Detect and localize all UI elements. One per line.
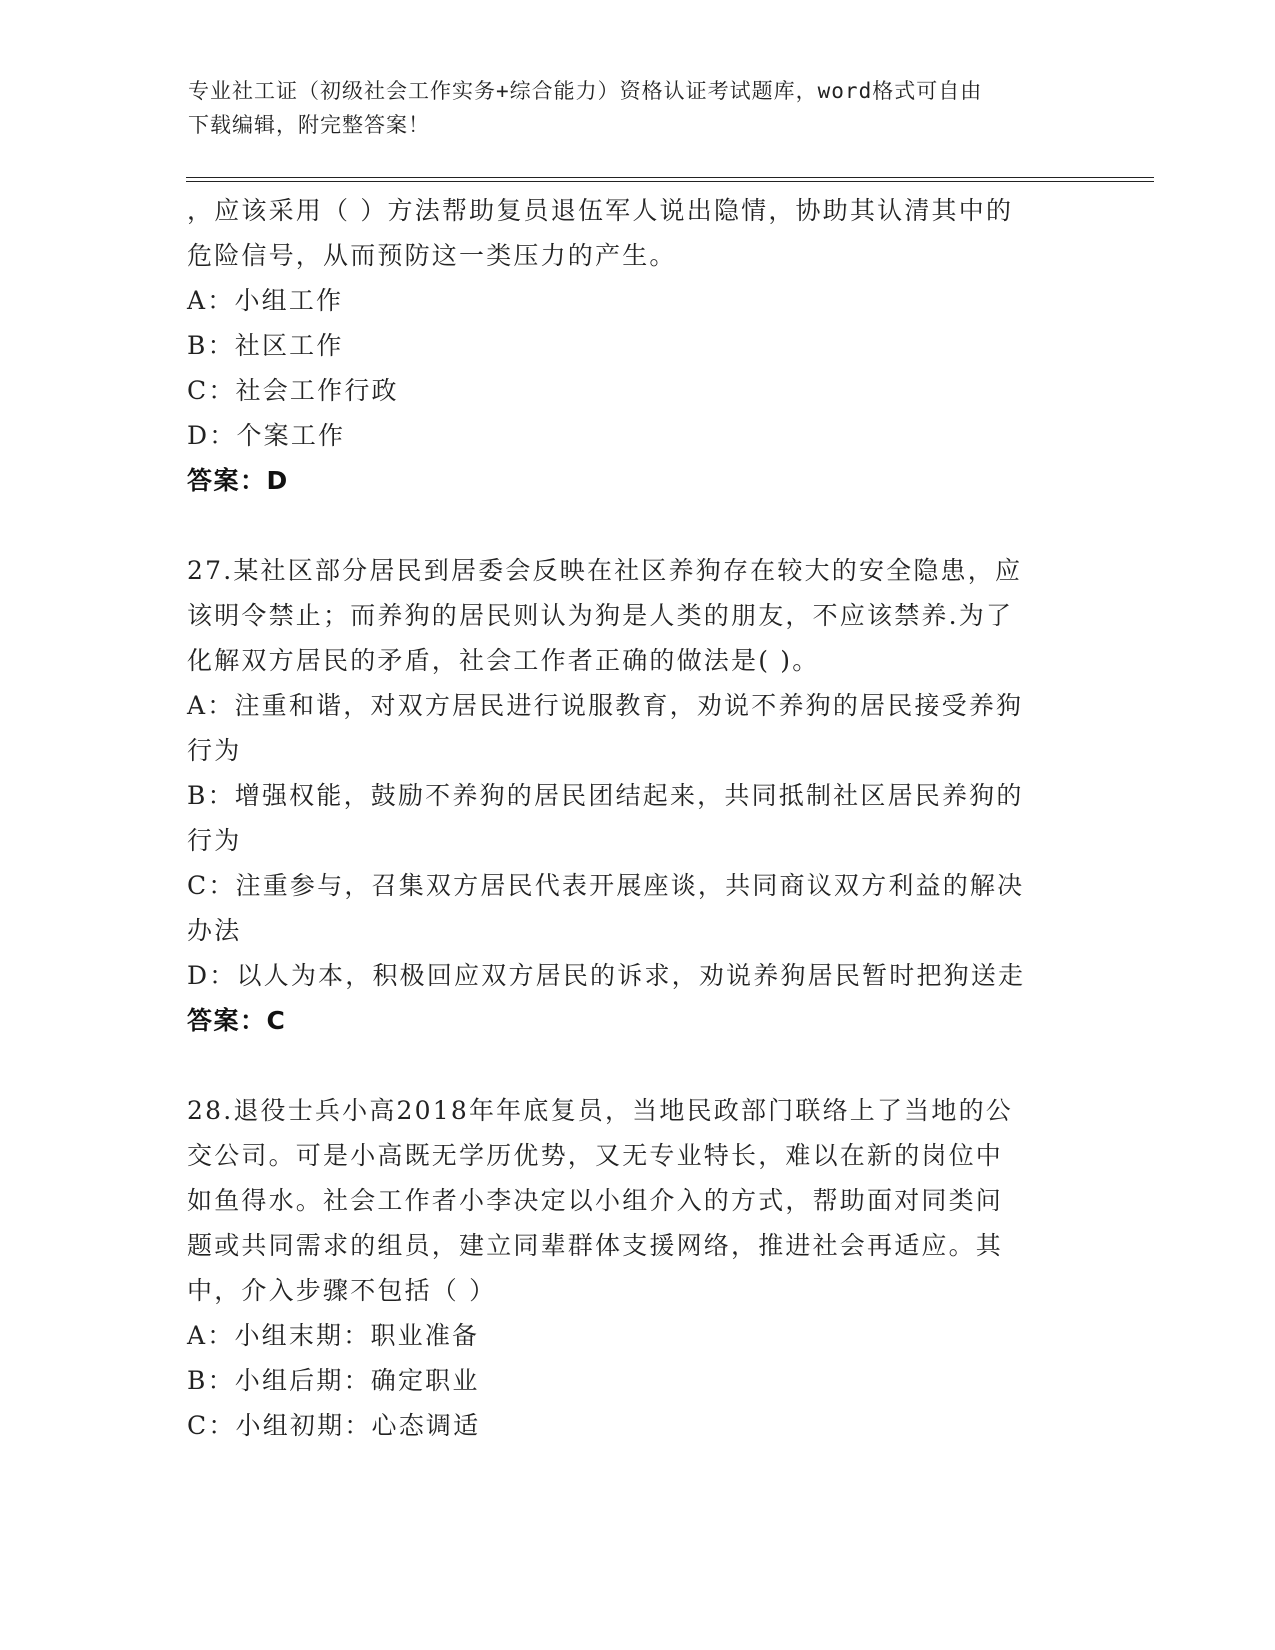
option-b: B：小组后期：确定职业 <box>187 1366 480 1395</box>
question-28 <box>187 1088 1087 1448</box>
option-a-continued: 行为 <box>187 736 242 765</box>
question-27 <box>187 548 1087 1043</box>
option-c-continued: 办法 <box>187 916 242 945</box>
option-d: D：以人为本，积极回应双方居民的诉求，劝说养狗居民暂时把狗送走 <box>187 961 1026 990</box>
option-a: A：注重和谐，对双方居民进行说服教育，劝说不养狗的居民接受养狗 <box>187 691 1024 720</box>
option-a: A：小组工作 <box>187 286 344 315</box>
question-stem-line: 题或共同需求的组员，建立同辈群体支援网络，推进社会再适应。其 <box>187 1231 1004 1260</box>
answer-label: 答案：D <box>187 466 289 495</box>
option-c: C：社会工作行政 <box>187 376 399 405</box>
question-26 <box>187 188 1087 503</box>
question-content <box>187 188 1087 1448</box>
question-stem-line: 化解双方居民的矛盾，社会工作者正确的做法是( )。 <box>187 646 820 675</box>
question-stem-line: 28.退役士兵小高2018年年底复员，当地民政部门联络上了当地的公 <box>187 1096 1013 1125</box>
answer-label: 答案：C <box>187 1006 287 1035</box>
question-stem-line: 交公司。可是小高既无学历优势，又无专业特长，难以在新的岗位中 <box>187 1141 1004 1170</box>
option-b: B：增强权能，鼓励不养狗的居民团结起来，共同抵制社区居民养狗的 <box>187 781 1024 810</box>
header-divider <box>186 177 1154 182</box>
option-c: C：注重参与，召集双方居民代表开展座谈，共同商议双方利益的解决 <box>187 871 1025 900</box>
header-line-1: 专业社工证（初级社会工作实务+综合能力）资格认证考试题库，word格式可自由 <box>188 79 983 103</box>
page-header <box>188 74 1088 142</box>
question-stem-line: 27.某社区部分居民到居委会反映在社区养狗存在较大的安全隐患，应 <box>187 556 1023 585</box>
option-d: D：个案工作 <box>187 421 346 450</box>
question-spacer <box>187 503 1087 548</box>
question-stem-line: 该明令禁止；而养狗的居民则认为狗是人类的朋友，不应该禁养.为了 <box>187 601 1014 630</box>
question-stem-line: 如鱼得水。社会工作者小李决定以小组介入的方式，帮助面对同类问 <box>187 1186 1004 1215</box>
option-c: C：小组初期：心态调适 <box>187 1411 481 1440</box>
question-stem-line: ，应该采用（ ）方法帮助复员退伍军人说出隐情，协助其认清其中的 <box>187 196 1014 225</box>
question-stem-line: 危险信号，从而预防这一类压力的产生。 <box>187 241 677 270</box>
option-b: B：社区工作 <box>187 331 344 360</box>
question-spacer <box>187 1043 1087 1088</box>
question-stem-line: 中，介入步骤不包括（ ） <box>187 1276 497 1305</box>
header-line-2: 下载编辑，附完整答案！ <box>188 113 430 137</box>
option-b-continued: 行为 <box>187 826 242 855</box>
option-a: A：小组末期：职业准备 <box>187 1321 480 1350</box>
